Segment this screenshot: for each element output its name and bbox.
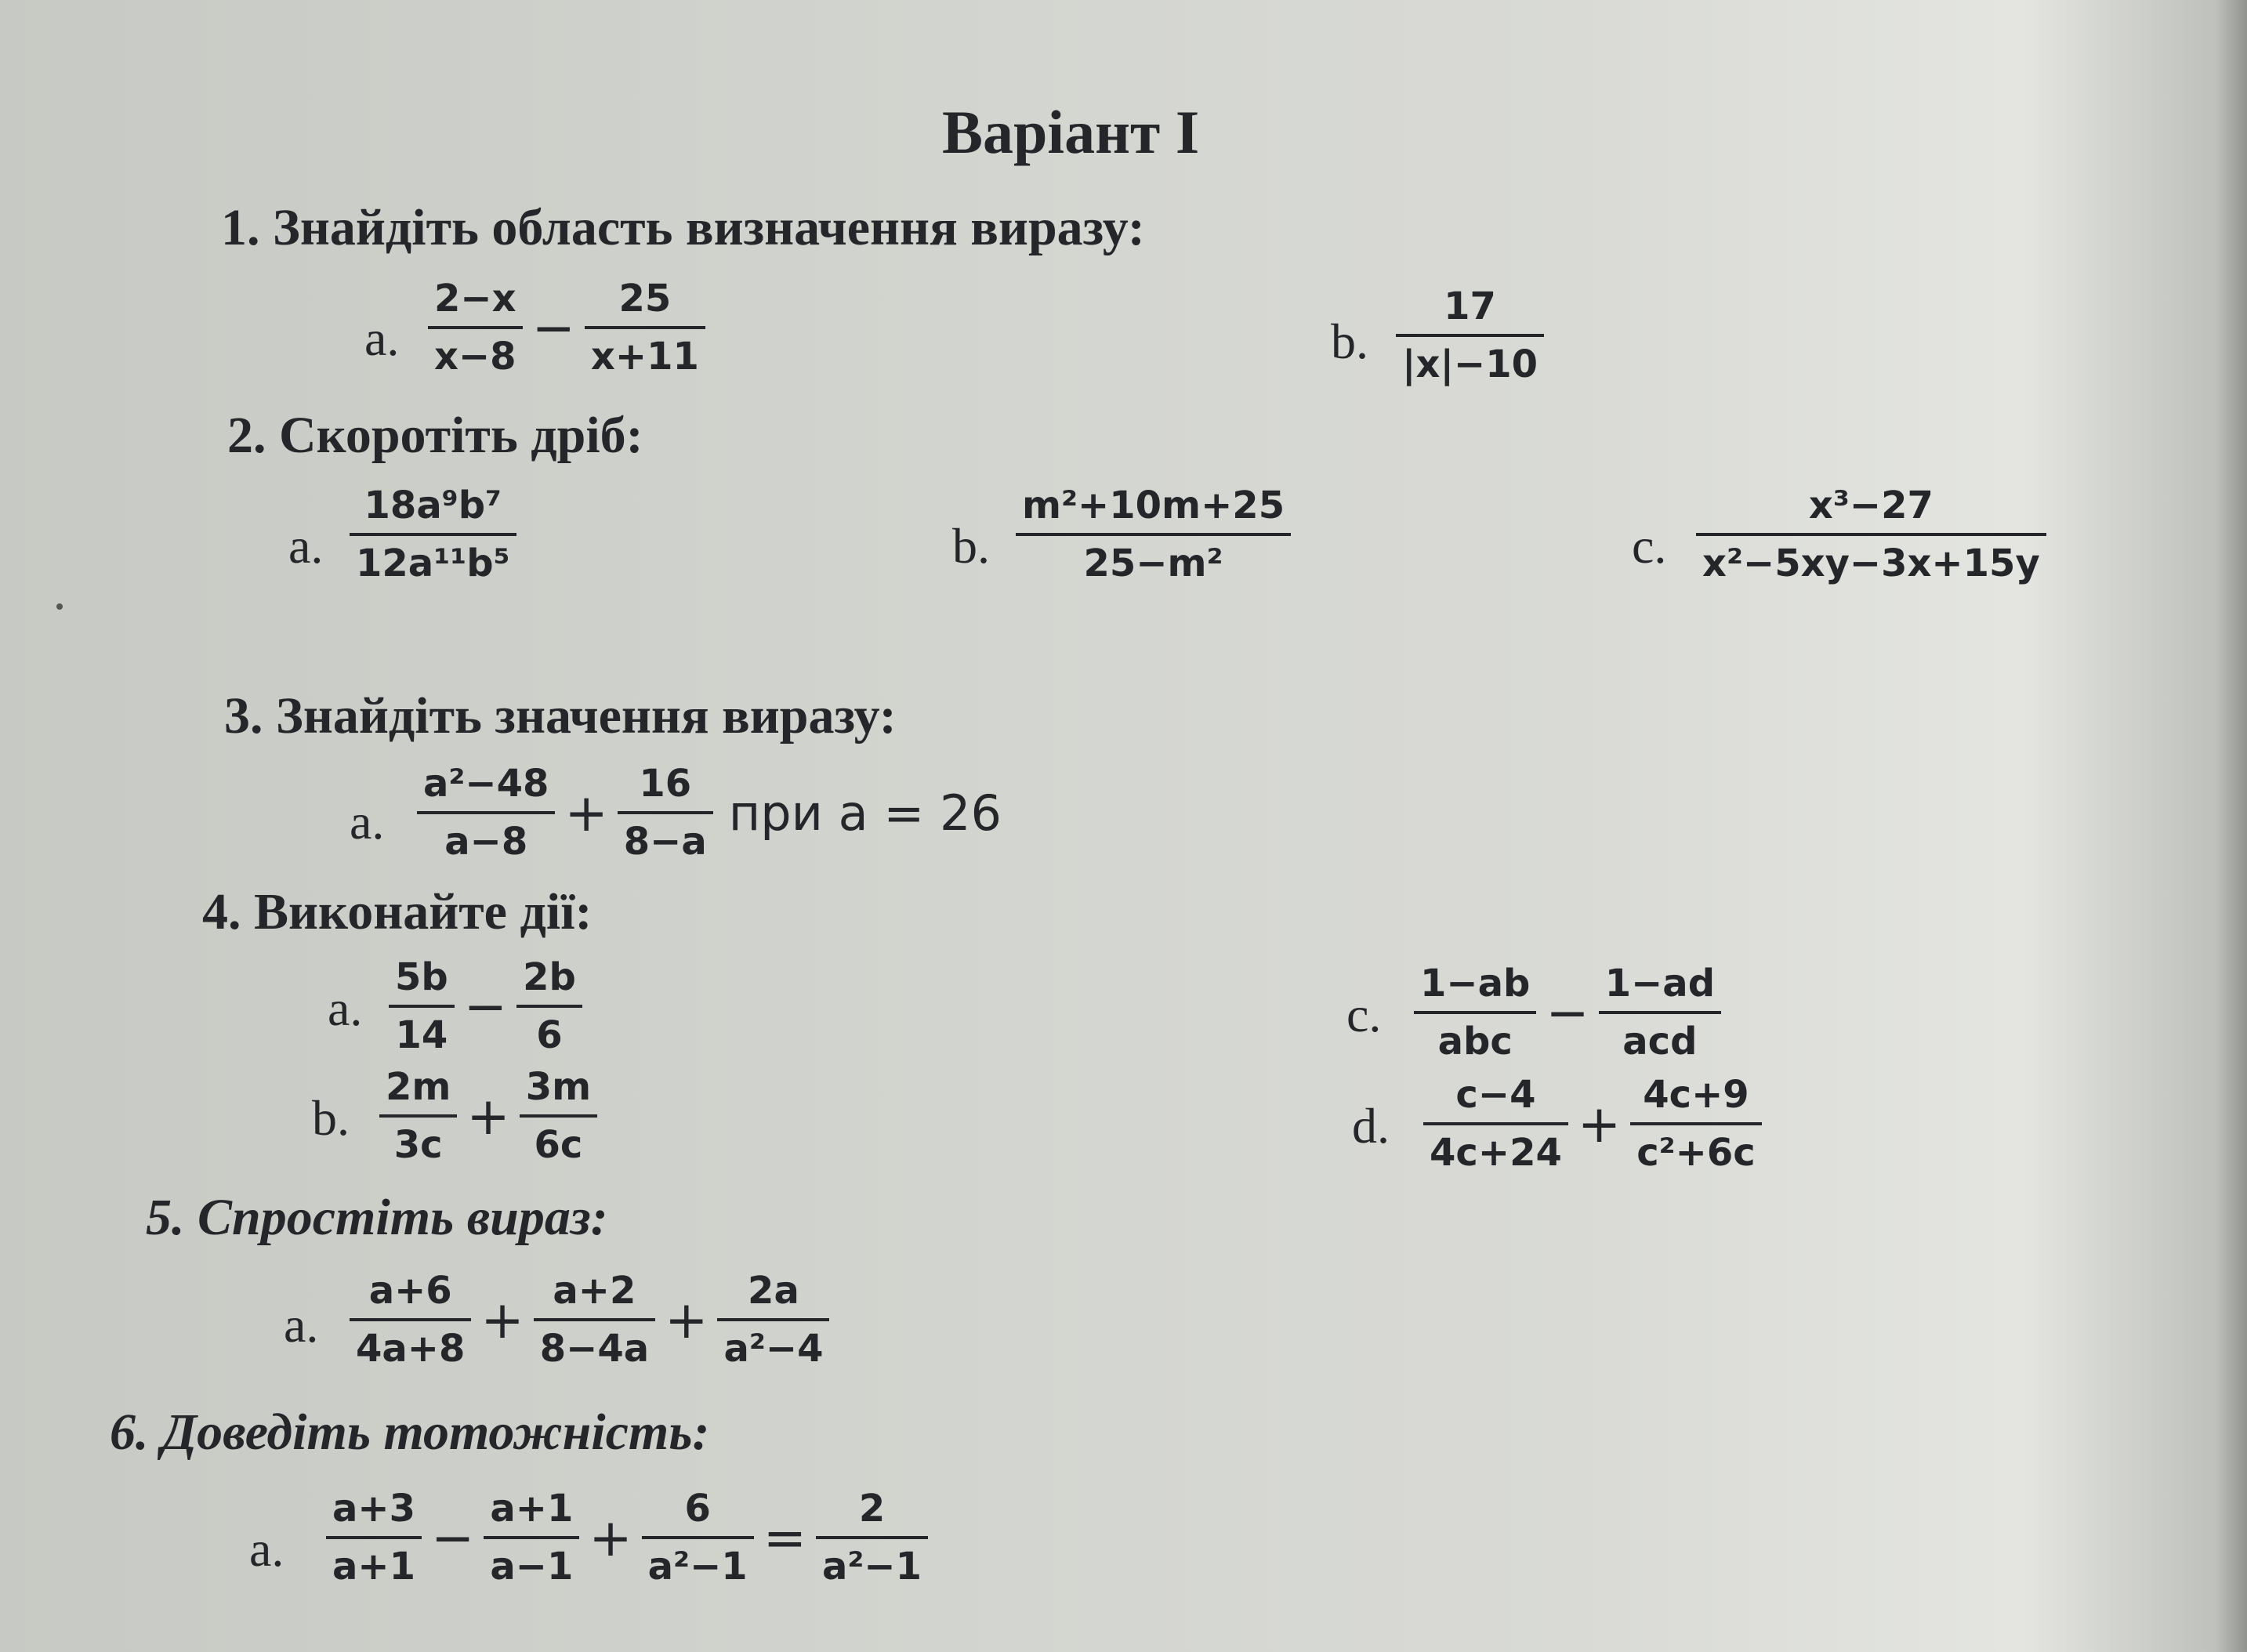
denominator: acd <box>1622 1020 1698 1064</box>
operator: − <box>463 976 508 1037</box>
task-4-d-label: d. <box>1352 1098 1390 1154</box>
task-3-a-label: a. <box>350 794 385 850</box>
denominator: c²+6c <box>1636 1131 1756 1176</box>
fraction <box>389 955 455 1058</box>
fraction <box>642 1489 754 1587</box>
denominator: 8−a <box>623 820 707 864</box>
denominator: 4c+24 <box>1430 1131 1562 1176</box>
task-2-a-expression <box>345 486 521 584</box>
denominator: a+1 <box>332 1545 416 1589</box>
task-1-b-label: b. <box>1331 313 1368 369</box>
task-3-heading: 3. Знайдіть значення виразу: <box>224 687 897 744</box>
numerator: 2b <box>523 955 576 999</box>
task-1-b-expression <box>1391 284 1549 387</box>
task-4-b-expression <box>375 1065 602 1168</box>
task-2-a-label: a. <box>288 518 324 574</box>
task-4-c-expression <box>1409 964 1726 1062</box>
task-4-b-label: b. <box>312 1090 350 1146</box>
fraction <box>1696 486 2046 584</box>
fraction <box>585 279 705 377</box>
task-3-a-expression <box>412 764 1002 862</box>
numerator: a²−48 <box>423 762 549 806</box>
fraction <box>1599 964 1721 1062</box>
numerator: 17 <box>1444 284 1496 328</box>
denominator: 25−m² <box>1083 542 1223 586</box>
numerator: 2 <box>858 1487 886 1531</box>
fraction <box>350 486 516 584</box>
operator: + <box>1577 1093 1622 1154</box>
denominator: abc <box>1437 1020 1513 1064</box>
numerator: 4c+9 <box>1643 1073 1749 1117</box>
fraction <box>534 1271 655 1369</box>
denominator: a−8 <box>444 820 528 864</box>
task-2-c-label: c. <box>1632 518 1667 574</box>
fraction <box>1423 1073 1568 1176</box>
numerator: 2a <box>748 1269 799 1313</box>
numerator: 1−ad <box>1604 962 1716 1005</box>
denominator: a²−1 <box>647 1545 748 1589</box>
operator: + <box>564 782 608 843</box>
numerator: 2−x <box>434 277 516 321</box>
denominator: 6c <box>534 1123 583 1168</box>
task-5-a-label: a. <box>284 1297 319 1353</box>
denominator: 12a¹¹b⁵ <box>356 542 510 586</box>
numerator: a+2 <box>553 1269 636 1313</box>
numerator: a+3 <box>332 1487 416 1531</box>
fraction <box>816 1489 928 1587</box>
numerator: 5b <box>395 955 448 999</box>
task-4-d-expression <box>1419 1073 1767 1176</box>
operator: + <box>665 1289 709 1350</box>
numerator: 25 <box>618 277 672 321</box>
numerator: c−4 <box>1455 1073 1536 1117</box>
pen-dot <box>56 603 63 610</box>
task-5-heading: 5. Спростіть вираз: <box>146 1189 608 1246</box>
numerator: 3m <box>525 1065 592 1109</box>
denominator: 6 <box>536 1013 563 1058</box>
fraction <box>379 1065 457 1168</box>
operator: − <box>431 1507 475 1568</box>
task-6-a-expression <box>321 1489 933 1587</box>
fraction <box>350 1271 471 1369</box>
task-1-heading: 1. Знайдіть область визначення виразу: <box>221 199 1145 256</box>
task-2-b-label: b. <box>952 518 990 574</box>
numerator: a+1 <box>490 1487 574 1531</box>
task-6-a-label: a. <box>249 1521 284 1577</box>
operator: + <box>466 1085 510 1147</box>
fraction <box>1396 284 1544 387</box>
variant-title: Варіант І <box>942 98 1200 166</box>
task-2-heading: 2. Скоротіть дріб: <box>227 407 643 464</box>
task-2-b-expression <box>1011 486 1296 584</box>
numerator: 6 <box>684 1487 711 1531</box>
fraction <box>618 764 713 862</box>
numerator: x³−27 <box>1808 484 1934 527</box>
fraction <box>516 955 582 1058</box>
fraction <box>428 279 523 377</box>
task-6-heading: 6. Доведіть тотожність: <box>110 1404 710 1461</box>
denominator: x²−5xy−3x+15y <box>1702 542 2040 586</box>
page-edge-shadow <box>2216 0 2247 1652</box>
task-4-heading: 4. Виконайте дії: <box>202 883 593 940</box>
numerator: 2m <box>386 1065 451 1109</box>
fraction <box>1630 1073 1762 1176</box>
operator: + <box>589 1507 632 1568</box>
task-1-a-expression <box>423 279 710 377</box>
denominator: a−1 <box>490 1545 574 1589</box>
numerator: 16 <box>639 762 692 806</box>
operator: − <box>1546 982 1589 1043</box>
fraction <box>326 1489 422 1587</box>
denominator: a²−1 <box>822 1545 922 1589</box>
operator: + <box>480 1289 524 1350</box>
condition-text: при a = 26 <box>728 784 1002 842</box>
operator: = <box>763 1507 806 1568</box>
numerator: m²+10m+25 <box>1022 484 1285 527</box>
denominator: 4a+8 <box>356 1327 466 1371</box>
denominator: 14 <box>395 1013 448 1058</box>
operator: − <box>531 297 575 358</box>
task-4-a-expression <box>384 955 587 1058</box>
fraction <box>1414 964 1536 1062</box>
denominator: a²−4 <box>723 1327 824 1371</box>
fraction <box>717 1271 829 1369</box>
task-4-c-label: c. <box>1346 987 1382 1042</box>
denominator: x+11 <box>590 335 699 379</box>
denominator: 3c <box>393 1123 443 1168</box>
task-5-a-expression <box>345 1271 834 1369</box>
numerator: 18a⁹b⁷ <box>364 484 502 527</box>
fraction <box>520 1065 597 1168</box>
task-4-a-label: a. <box>328 980 363 1036</box>
denominator: 8−4a <box>539 1327 650 1371</box>
denominator: x−8 <box>434 335 516 379</box>
numerator: a+6 <box>368 1269 452 1313</box>
fraction <box>1016 486 1291 584</box>
fraction <box>484 1489 579 1587</box>
numerator: 1−ab <box>1420 962 1531 1005</box>
denominator: |x|−10 <box>1402 342 1538 387</box>
task-1-a-label: a. <box>364 310 400 366</box>
task-2-c-expression <box>1691 486 2051 584</box>
fraction <box>417 764 555 862</box>
